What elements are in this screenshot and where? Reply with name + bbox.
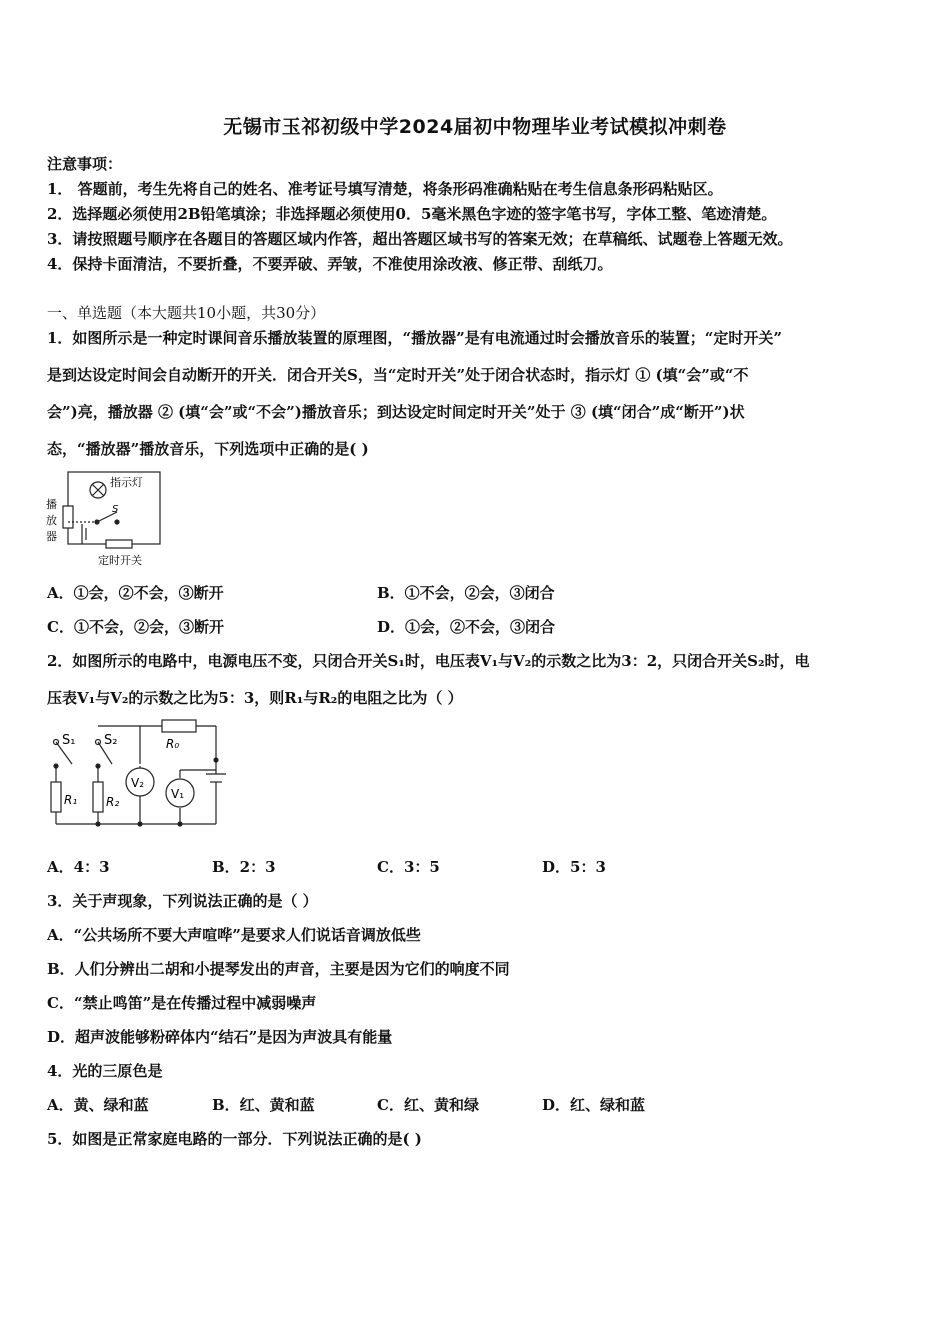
q4-option-c[interactable]: C．红、黄和绿: [377, 1096, 479, 1114]
q1-player-label: 放: [46, 514, 57, 527]
q1-timer-label: 定时开关: [98, 554, 142, 567]
q2-stem-line: 压表V₁与V₂的示数之比为5：3，则R₁与R₂的电阻之比为（ ）: [47, 689, 463, 707]
q1-switch-label: S: [112, 504, 119, 515]
q1-option-d[interactable]: D．①会，②不会，③闭合: [377, 618, 556, 636]
q1-stem-line: 会”)亮，播放器 ② (填“会”或“不会”)播放音乐；到达设定时间定时开关”处于 ③ (填“闭合”成“断开”)状: [47, 403, 745, 421]
q1-player-label: 播: [46, 498, 57, 511]
q3-stem: 3．关于声现象，下列说法正确的是（ ）: [47, 892, 318, 910]
q4-option-d[interactable]: D．红、绿和蓝: [542, 1096, 646, 1114]
q3-option-b[interactable]: B．人们分辨出二胡和小提琴发出的声音，主要是因为它们的响度不同: [47, 960, 510, 978]
q1-player-label: 器: [46, 530, 57, 543]
section-heading: 一、单选题（本大题共10小题，共30分）: [47, 304, 326, 322]
q4-option-b[interactable]: B．红、黄和蓝: [212, 1096, 315, 1114]
q1-stem-line: 是到达设定时间会自动断开的开关．闭合开关S，当“定时开关”处于闭合状态时，指示灯 ① (填“会”或“不: [47, 366, 749, 384]
q1-option-c[interactable]: C．①不会，②会，③断开: [47, 618, 224, 636]
q5-stem: 5．如图是正常家庭电路的一部分．下列说法正确的是( ): [47, 1130, 422, 1148]
q3-option-a[interactable]: A．“公共场所不要大声喧哗”是要求人们说话音调放低些: [47, 926, 421, 944]
notice-item: 3．请按照题号顺序在各题目的答题区域内作答，超出答题区域书写的答案无效；在草稿纸、试题卷上答题无效。: [47, 230, 793, 248]
q2-s2-label: S₂: [104, 733, 118, 748]
q1-lamp-label: 指示灯: [110, 476, 143, 489]
q2-option-a[interactable]: A．4：3: [47, 858, 110, 876]
q1-option-b[interactable]: B．①不会，②会，③闭合: [377, 584, 555, 602]
q2-option-b[interactable]: B．2：3: [212, 858, 276, 876]
q3-option-c[interactable]: C．“禁止鸣笛”是在传播过程中减弱噪声: [47, 994, 317, 1012]
q2-s1-label: S₁: [62, 733, 76, 748]
q2-circuit-figure: [42, 714, 232, 836]
q1-stem-line: 态，“播放器”播放音乐，下列选项中正确的是( ): [47, 440, 369, 458]
q2-stem-line: 2．如图所示的电路中，电源电压不变，只闭合开关S₁时，电压表V₁与V₂的示数之比为3：2，只闭合开关S₂时，电: [47, 652, 810, 670]
q2-option-d[interactable]: D．5：3: [542, 858, 606, 876]
q2-option-c[interactable]: C．3：5: [377, 858, 440, 876]
notice-item: 1． 答题前，考生先将自己的姓名、准考证号填写清楚，将条形码准确粘贴在考生信息条形码粘贴区。: [47, 180, 723, 198]
page-title: 无锡市玉祁初级中学2024届初中物理毕业考试模拟冲刺卷: [223, 116, 727, 138]
q1-stem-line: 1．如图所示是一种定时课间音乐播放装置的原理图，“播放器”是有电流通过时会播放音乐的装置；“定时开关”: [47, 329, 782, 347]
q2-v1-label: V₁: [171, 787, 185, 801]
q2-r1-label: R₁: [64, 793, 78, 807]
notice-item: 4．保持卡面清洁，不要折叠，不要弄破、弄皱，不准使用涂改液、修正带、刮纸刀。: [47, 255, 613, 273]
notice-heading: 注意事项：: [47, 155, 123, 173]
q4-stem: 4．光的三原色是: [47, 1062, 163, 1080]
q3-option-d[interactable]: D．超声波能够粉碎体内“结石”是因为声波具有能量: [47, 1028, 393, 1046]
q2-v2-label: V₂: [131, 776, 145, 790]
q2-r2-label: R₂: [106, 795, 120, 809]
q1-option-a[interactable]: A．①会，②不会，③断开: [47, 584, 224, 602]
q4-option-a[interactable]: A．黄、绿和蓝: [47, 1096, 149, 1114]
q2-r0-label: R₀: [166, 737, 180, 751]
notice-item: 2．选择题必须使用2B铅笔填涂；非选择题必须使用0．5毫米黑色字迹的签字笔书写，字体工整、笔迹清楚。: [47, 205, 777, 223]
q1-circuit-figure: [42, 466, 172, 570]
